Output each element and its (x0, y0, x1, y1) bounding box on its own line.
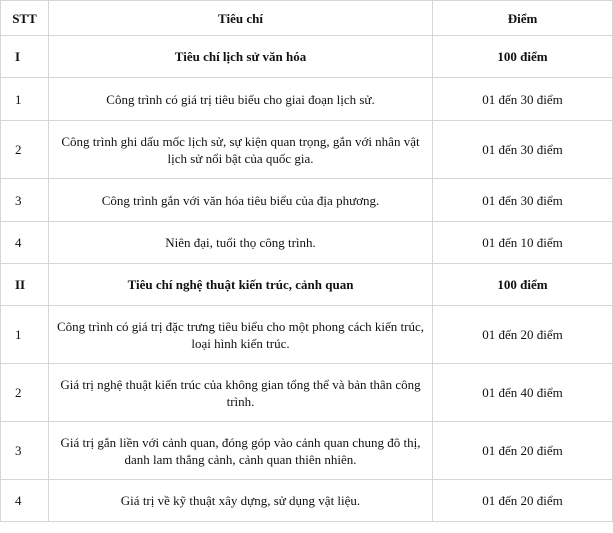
row-number: 2 (1, 121, 49, 179)
row-criteria: Giá trị gắn liền với cảnh quan, đóng góp vào cảnh quan chung đô thị, danh lam thắng cảnh, cảnh quan thiên nhiên. (49, 422, 433, 480)
row-points: 01 đến 40 điểm (433, 364, 613, 422)
section-title: Tiêu chí nghệ thuật kiến trúc, cảnh quan (49, 264, 433, 306)
table-row (1, 78, 613, 121)
header-row (1, 1, 613, 36)
row-number: 3 (1, 179, 49, 222)
row-number: 3 (1, 422, 49, 480)
row-points: 01 đến 30 điểm (433, 78, 613, 121)
row-number: 1 (1, 78, 49, 121)
row-criteria: Công trình gắn với văn hóa tiêu biểu của địa phương. (49, 179, 433, 222)
section-points: 100 điểm (433, 36, 613, 78)
section-number: I (1, 36, 49, 78)
row-number: 2 (1, 364, 49, 422)
header-stt: STT (1, 1, 49, 36)
row-criteria: Niên đại, tuổi thọ công trình. (49, 222, 433, 264)
table-row (1, 306, 613, 364)
row-number: 4 (1, 480, 49, 522)
row-criteria: Công trình có giá trị đặc trưng tiêu biểu cho một phong cách kiến trúc, loại hình kiến trúc. (49, 306, 433, 364)
table-row (1, 480, 613, 522)
section-row-history (1, 36, 613, 78)
row-number: 1 (1, 306, 49, 364)
row-criteria: Công trình có giá trị tiêu biểu cho giai đoạn lịch sử. (49, 78, 433, 121)
row-points: 01 đến 20 điểm (433, 480, 613, 522)
section-title: Tiêu chí lịch sử văn hóa (49, 36, 433, 78)
row-points: 01 đến 10 điểm (433, 222, 613, 264)
header-points: Điểm (433, 1, 613, 36)
table-row (1, 222, 613, 264)
section-number: II (1, 264, 49, 306)
section-row-architecture (1, 264, 613, 306)
table-row (1, 179, 613, 222)
row-points: 01 đến 30 điểm (433, 179, 613, 222)
row-criteria: Công trình ghi dấu mốc lịch sử, sự kiện quan trọng, gắn với nhân vật lịch sử nổi bật của quốc gia. (49, 121, 433, 179)
row-points: 01 đến 30 điểm (433, 121, 613, 179)
section-points: 100 điểm (433, 264, 613, 306)
row-points: 01 đến 20 điểm (433, 306, 613, 364)
row-criteria: Giá trị về kỹ thuật xây dựng, sử dụng vật liệu. (49, 480, 433, 522)
row-points: 01 đến 20 điểm (433, 422, 613, 480)
row-criteria: Giá trị nghệ thuật kiến trúc của không gian tổng thể và bản thân công trình. (49, 364, 433, 422)
header-criteria: Tiêu chí (49, 1, 433, 36)
table-row (1, 121, 613, 179)
table-row (1, 364, 613, 422)
table-row (1, 422, 613, 480)
row-number: 4 (1, 222, 49, 264)
